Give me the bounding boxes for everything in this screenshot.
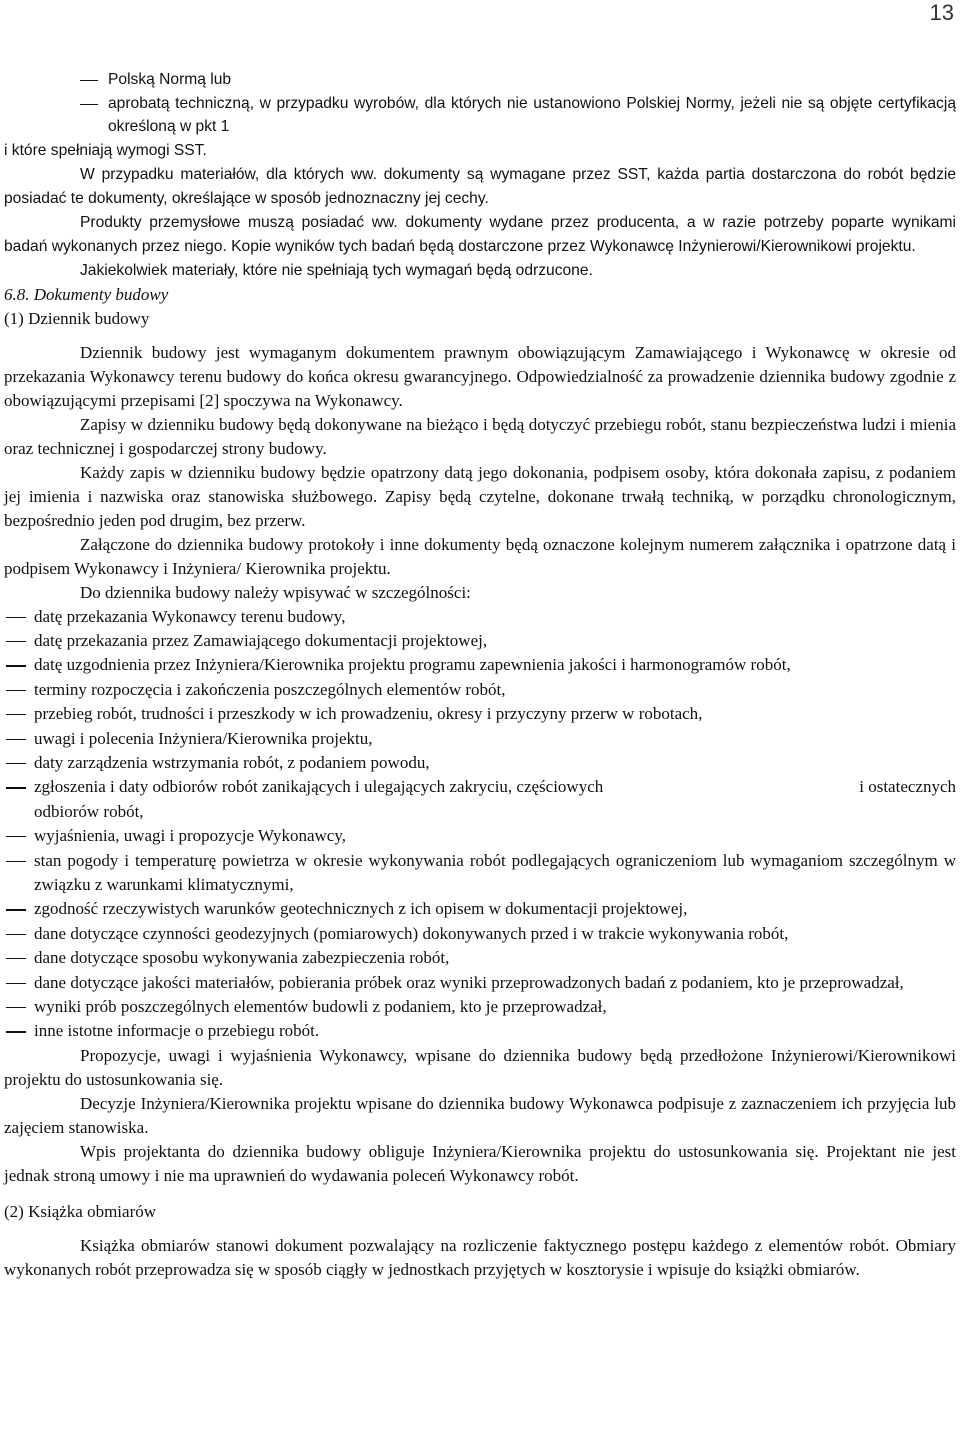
paragraph: W przypadku materiałów, dla których ww. dokumenty są wymagane przez SST, każda partia dostarczona do robót będzie posiadać te dokumenty, określające w sposób jednoznaczny jej cechy. xyxy=(4,165,956,207)
paragraph: Jakiekolwiek materiały, które nie spełniają tych wymagań będą odrzucone. xyxy=(80,261,593,279)
list-item: uwagi i polecenia Inżyniera/Kierownika projektu, xyxy=(4,727,956,751)
subsection-title: (1) Dziennik budowy xyxy=(4,308,150,328)
list-item: wyniki prób poszczególnych elementów budowli z podaniem, kto je przeprowadzał, xyxy=(4,995,956,1019)
paragraph: Załączone do dziennika budowy protokoły i inne dokumenty będą oznaczone kolejnym numerem załącznika i opatrzone datą i podpisem Wykonawcy i Inżyniera/ Kierownika projektu. xyxy=(4,534,956,578)
list-item: Polską Normą lub xyxy=(4,68,956,92)
section-title: 6.8. Dokumenty budowy xyxy=(4,284,169,304)
list-item: przebieg robót, trudności i przeszkody w ich prowadzeniu, okresy i przyczyny przerw w robotach, xyxy=(4,702,956,726)
list-item: datę przekazania przez Zamawiającego dokumentacji projektowej, xyxy=(4,629,956,653)
list-item: stan pogody i temperaturę powietrza w okresie wykonywania robót podlegających ograniczeniom lub wymaganiom szczególnym w związku z warunkami klimatycznymi, xyxy=(4,849,956,898)
list-item: datę uzgodnienia przez Inżyniera/Kierownika projektu programu zapewnienia jakości i harmonogramów robót, xyxy=(4,653,956,677)
subsection-title: (2) Książka obmiarów xyxy=(4,1201,157,1221)
list-item: datę przekazania Wykonawcy terenu budowy, xyxy=(4,605,956,629)
list-item: zgodność rzeczywistych warunków geotechnicznych z ich opisem w dokumentacji projektowej, xyxy=(4,897,956,921)
list-item: inne istotne informacje o przebiegu robót. xyxy=(4,1019,956,1043)
list-item: daty zarządzenia wstrzymania robót, z podaniem powodu, xyxy=(4,751,956,775)
materials-block xyxy=(4,68,956,283)
paragraph: i które spełniają wymogi SST. xyxy=(4,141,207,159)
paragraph: Propozycje, uwagi i wyjaśnienia Wykonawcy, wpisane do dziennika budowy będą przedłożone Inżynierowi/Kierownikowi projektu do ustosunkowania się. xyxy=(4,1045,956,1089)
paragraph: Do dziennika budowy należy wpisywać w szczególności: xyxy=(80,582,471,602)
list-item: aprobatą techniczną, w przypadku wyrobów, dla których nie ustanowiono Polskiej Normy, jeżeli nie są objęte certyfikacją określoną w pkt 1 xyxy=(4,92,956,139)
list-item: dane dotyczące jakości materiałów, pobierania próbek oraz wyniki przeprowadzonych badań z podaniem, kto je przeprowadzał, xyxy=(4,971,956,995)
paragraph: Każdy zapis w dzienniku budowy będzie opatrzony datą jego dokonania, podpisem osoby, która dokonała zapisu, z podaniem jej imienia i nazwiska oraz stanowiska służbowego. Zapisy będą czytelne, dokonane trwałą techniką, w porządku chronologicznym, bezpośrednio jeden pod drugim, bez przerw. xyxy=(4,462,956,530)
paragraph: Decyzje Inżyniera/Kierownika projektu wpisane do dziennika budowy Wykonawca podpisuje z zaznaczeniem ich przyjęcia lub zajęciem stanowiska. xyxy=(4,1093,956,1137)
list-item: dane dotyczące sposobu wykonywania zabezpieczenia robót, xyxy=(4,946,956,970)
list-item: dane dotyczące czynności geodezyjnych (pomiarowych) dokonywanych przed i w trakcie wykonywania robót, xyxy=(4,922,956,946)
page-content xyxy=(4,68,956,1282)
page-number: 13 xyxy=(929,0,954,25)
list-item: terminy rozpoczęcia i zakończenia poszczególnych elementów robót, xyxy=(4,678,956,702)
paragraph: Zapisy w dzienniku budowy będą dokonywane na bieżąco i będą dotyczyć przebiegu robót, stanu bezpieczeństwa ludzi i mienia oraz technicznej i gospodarczej strony budowy. xyxy=(4,414,956,458)
paragraph: Dziennik budowy jest wymaganym dokumentem prawnym obowiązującym Zamawiającego i Wykonawcę w okresie od przekazania Wykonawcy terenu budowy do końca okresu gwarancyjnego. Odpowiedzialność za prowadzenie dziennika budowy zgodnie z obowiązującymi przepisami [2] spoczywa na Wykonawcy. xyxy=(4,342,956,410)
paragraph: Książka obmiarów stanowi dokument pozwalający na rozliczenie faktycznego postępu każdego z elementów robót. Obmiary wykonanych robót przeprowadza się w sposób ciągły w jednostkach przyjętych w kosztorysie i wpisuje do książki obmiarów. xyxy=(4,1235,956,1279)
list-item xyxy=(4,775,956,824)
paragraph: Wpis projektanta do dziennika budowy obliguje Inżyniera/Kierownika projektu do ustosunkowania się. Projektant nie jest jednak stroną umowy i nie ma uprawnień do wydawania poleceń Wykonawcy robót. xyxy=(4,1141,956,1185)
list-item-text: i ostatecznych xyxy=(859,777,956,797)
list-item: wyjaśnienia, uwagi i propozycje Wykonawcy, xyxy=(4,824,956,848)
list-item-text: odbiorów robót, xyxy=(34,801,144,821)
paragraph: Produkty przemysłowe muszą posiadać ww. dokumenty wydane przez producenta, a w razie potrzeby poparte wynikami badań wykonanych przez niego. Kopie wyników tych badań będą dostarczone przez Wykonawcę Inżynierowi/Kierownikowi projektu. xyxy=(4,213,956,255)
entries-list xyxy=(4,605,956,1044)
list-item-text: zgłoszenia i daty odbiorów robót zanikających i ulegających zakryciu, częściowych xyxy=(34,777,604,797)
